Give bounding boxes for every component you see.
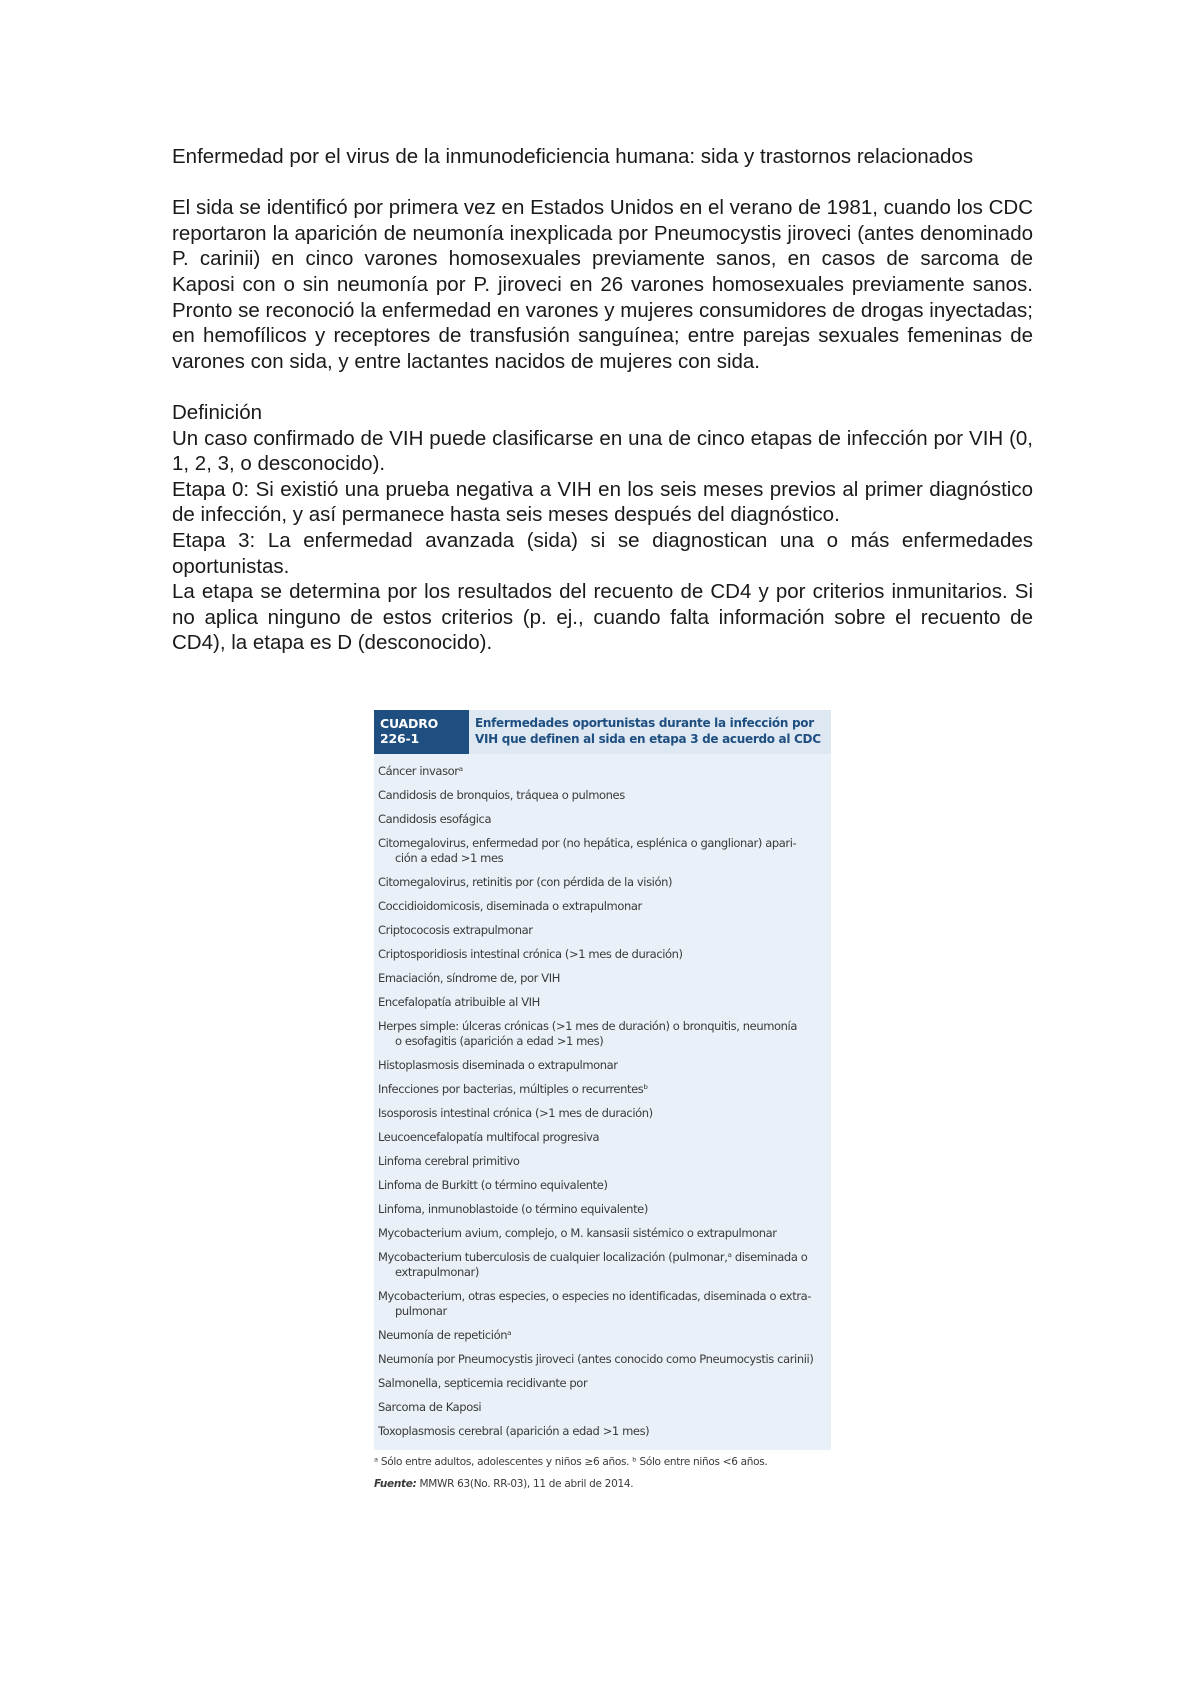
table-row: [374, 1246, 831, 1285]
table-row: [374, 919, 831, 943]
table-row-text: Mycobacterium, otras especies, o especies no identificadas, diseminada o extra-: [378, 1289, 812, 1303]
table-source: [374, 1477, 831, 1492]
source-text: MMWR 63(No. RR-03), 11 de abril de 2014.: [416, 1478, 634, 1490]
table-code: CUADRO 226-1: [374, 710, 469, 754]
table-row-continuation: o esofagitis (aparición a edad >1 mes): [395, 1034, 604, 1048]
table-row-continuation: ción a edad >1 mes: [395, 851, 504, 865]
table-row-text: Herpes simple: úlceras crónicas (>1 mes de duración) o bronquitis, neumonía: [378, 1019, 798, 1033]
table-row-text: Criptosporidiosis intestinal crónica (>1 mes de duración): [378, 947, 683, 961]
table-row: [374, 832, 831, 871]
table-row: [374, 871, 831, 895]
table-row: [374, 1078, 831, 1102]
table-row-text: Criptococosis extrapulmonar: [378, 923, 533, 937]
table-row-text: Cáncer invasorᵃ: [378, 764, 463, 778]
definition-line: La etapa se determina por los resultados del recuento de CD4 y por criterios inmunitarios. Si no aplica ninguno de estos criterios (p. ej., cuando falta información sobre el recuento de CD4), la etapa es D (desconocido).: [172, 580, 1033, 655]
table-row: [374, 1054, 831, 1078]
table-row: [374, 1420, 831, 1444]
table-row-text: Neumonía de repeticiónᵃ: [378, 1328, 512, 1342]
table-row-text: Salmonella, septicemia recidivante por: [378, 1376, 588, 1390]
table-footnote: ᵃ Sólo entre adultos, adolescentes y niños ≥6 años. ᵇ Sólo entre niños <6 años.: [374, 1456, 768, 1468]
table-row: [374, 1372, 831, 1396]
table-row: [374, 1222, 831, 1246]
table-row-text: Linfoma cerebral primitivo: [378, 1154, 520, 1168]
table-row-text: Neumonía por Pneumocystis jiroveci (antes conocido como Pneumocystis carinii): [378, 1352, 814, 1366]
intro-paragraph: El sida se identificó por primera vez en Estados Unidos en el verano de 1981, cuando los CDC reportaron la aparición de neumonía inexplicada por Pneumocystis jiroveci (antes denominado P. carinii) en cinco varones homosexuales previamente sanos, en casos de sarcoma de Kaposi con o sin neumonía por P. jiroveci en 26 varones homosexuales previamente sanos. Pronto se reconoció la enfermedad en varones y mujeres consumidores de drogas inyectadas; en hemofílicos y receptores de transfusión sanguínea; entre parejas sexuales femeninas de varones con sida, y entre lactantes nacidos de mujeres con sida.: [172, 196, 1033, 373]
table-title: Enfermedades oportunistas durante la infección por VIH que definen al sida en etapa 3 de acuerdo al CDC: [475, 716, 821, 746]
table-header: [374, 710, 831, 754]
table-row-text: Candidosis esofágica: [378, 812, 492, 826]
table-row: [374, 1324, 831, 1348]
table-row-text: Coccidioidomicosis, diseminada o extrapulmonar: [378, 899, 642, 913]
definition-heading: Definición: [172, 400, 263, 424]
table-row-continuation: extrapulmonar): [395, 1265, 479, 1279]
table-row-continuation: pulmonar: [395, 1304, 447, 1318]
table-row-text: Isosporosis intestinal crónica (>1 mes de duración): [378, 1106, 653, 1120]
table-row-text: Infecciones por bacterias, múltiples o recurrentesᵇ: [378, 1082, 648, 1096]
table-row: [374, 1015, 831, 1054]
table-row-text: Histoplasmosis diseminada o extrapulmonar: [378, 1058, 618, 1072]
table-row: [374, 760, 831, 784]
source-label: Fuente:: [374, 1478, 417, 1490]
table-row-text: Emaciación, síndrome de, por VIH: [378, 971, 560, 985]
definition-line: Un caso confirmado de VIH puede clasificarse en una de cinco etapas de infección por VIH (0, 1, 2, 3, o desconocido).: [172, 426, 1033, 476]
table-row: [374, 1102, 831, 1126]
table-row: [374, 1174, 831, 1198]
table-row-text: Encefalopatía atribuible al VIH: [378, 995, 540, 1009]
table-row-text: Citomegalovirus, enfermedad por (no hepática, esplénica o ganglionar) apari-: [378, 836, 797, 850]
table-row-text: Candidosis de bronquios, tráquea o pulmones: [378, 788, 625, 802]
table-row: [374, 1150, 831, 1174]
document-title: Enfermedad por el virus de la inmunodeficiencia humana: sida y trastornos relacionados: [172, 145, 974, 168]
table-row-text: Linfoma, inmunoblastoide (o término equivalente): [378, 1202, 648, 1216]
table-row: [374, 895, 831, 919]
table-body: [374, 754, 831, 1450]
table-row: [374, 991, 831, 1015]
table-row: [374, 1126, 831, 1150]
table-row: [374, 943, 831, 967]
table-row: [374, 1396, 831, 1420]
table-row-text: Sarcoma de Kaposi: [378, 1400, 482, 1414]
table-notes: [374, 1455, 831, 1492]
definition-line: Etapa 0: Si existió una prueba negativa a VIH en los seis meses previos al primer diagnóstico de infección, y así permanece hasta seis meses después del diagnóstico.: [172, 477, 1033, 527]
table-row: [374, 1198, 831, 1222]
table-row-text: Leucoencefalopatía multifocal progresiva: [378, 1130, 600, 1144]
table-row-text: Mycobacterium tuberculosis de cualquier localización (pulmonar,ᵃ diseminada o: [378, 1250, 808, 1264]
table-row-text: Linfoma de Burkitt (o término equivalente): [378, 1178, 608, 1192]
document-body: [172, 144, 1033, 656]
table-row: [374, 1348, 831, 1372]
definition-line: Etapa 3: La enfermedad avanzada (sida) si se diagnostican una o más enfermedades oportunistas.: [172, 528, 1033, 578]
table-row: [374, 808, 831, 832]
table-row: [374, 1285, 831, 1324]
table-row-text: Mycobacterium avium, complejo, o M. kansasii sistémico o extrapulmonar: [378, 1226, 777, 1240]
table-row-text: Citomegalovirus, retinitis por (con pérdida de la visión): [378, 875, 673, 889]
table-row: [374, 784, 831, 808]
opportunistic-diseases-table: [374, 710, 831, 1499]
table-row-text: Toxoplasmosis cerebral (aparición a edad >1 mes): [378, 1424, 650, 1438]
table-row: [374, 967, 831, 991]
